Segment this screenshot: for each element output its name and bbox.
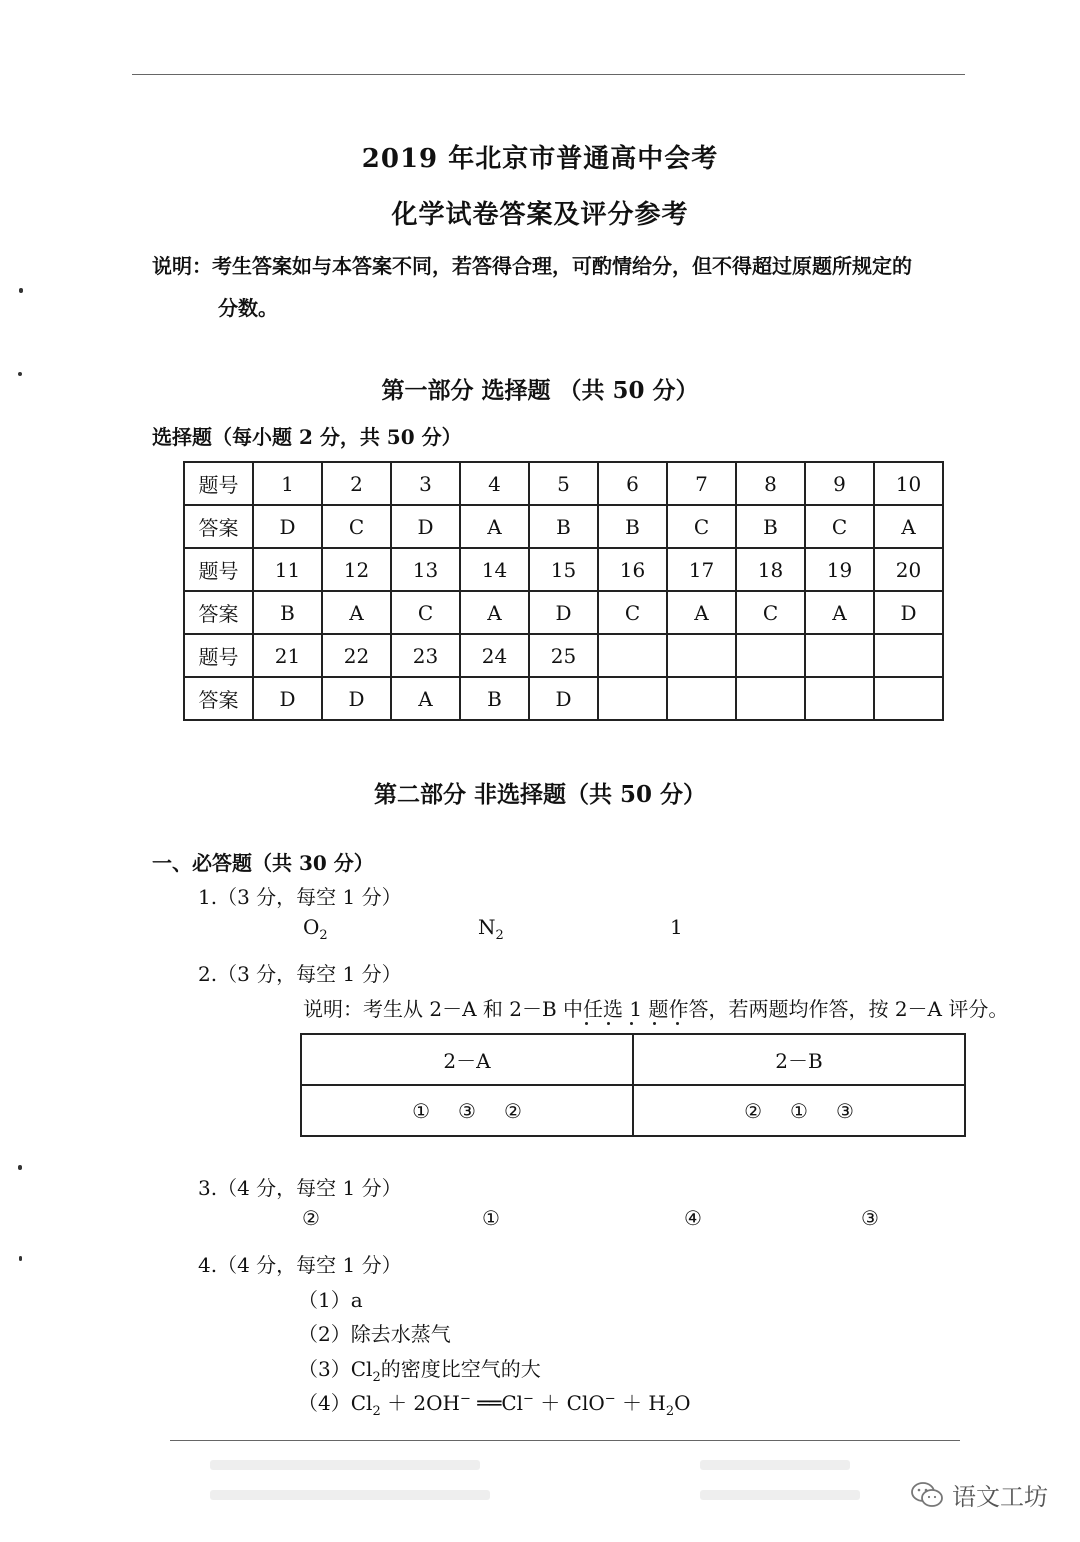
question-number-cell: 6 [598,462,667,505]
answer-table [183,461,944,721]
question-number-cell [874,634,943,677]
question-number-cell: 10 [874,462,943,505]
answer-cell [598,677,667,720]
question-number-cell: 23 [391,634,460,677]
answer-cell: D [529,591,598,634]
question-number-cell: 15 [529,548,598,591]
q3-answer-1: ② [302,1206,320,1230]
answer-cell: C [805,505,874,548]
question-number-cell: 14 [460,548,529,591]
scan-dot [19,288,23,293]
question-number-cell: 18 [736,548,805,591]
q4-answer-4: $(4)Cl_2 + 2OH^-$ ══Cl− ＋ $ClO^- + H_2O$ [298,1391,691,1419]
q2-col-a-header: 2－A [301,1034,633,1085]
answer-cell: A [322,591,391,634]
answer-cell: C [667,505,736,548]
answer-cell: C [598,591,667,634]
question-number-row [184,634,943,677]
answer-cell [736,677,805,720]
q1-answer-3: 1 [670,915,683,939]
answer-cell: B [598,505,667,548]
top-rule [132,74,965,75]
answer-cell: B [529,505,598,548]
question-number-cell [598,634,667,677]
question-number-cell: 24 [460,634,529,677]
q2-label: 2.（3 分，每空 1 分） [198,962,402,986]
q2-answer-table [300,1033,966,1137]
question-number-cell: 8 [736,462,805,505]
q1-answer-1: $O_2$ [303,915,328,943]
watermark [910,1477,1048,1512]
row-label-question: 题号 [184,462,253,505]
answer-cell [874,677,943,720]
answer-cell: D [253,505,322,548]
answer-row [184,591,943,634]
bleed-through [700,1460,850,1470]
answer-cell: D [322,677,391,720]
question-number-cell: 2 [322,462,391,505]
answer-cell: D [391,505,460,548]
q1-label: 1.（3 分，每空 1 分） [198,885,402,909]
emphasis-dot [607,1022,610,1025]
answer-cell: C [391,591,460,634]
question-number-cell: 21 [253,634,322,677]
q3-label: 3.（4 分，每空 1 分） [198,1176,402,1200]
q3-answer-4: ③ [861,1206,879,1230]
question-number-cell: 22 [322,634,391,677]
row-label-answer: 答案 [184,505,253,548]
emphasis-dot [630,1022,633,1025]
emphasis-dot [676,1022,679,1025]
question-number-cell: 7 [667,462,736,505]
watermark-text: 语文工坊 [952,1483,1048,1511]
bleed-through [210,1460,480,1470]
answer-row [184,677,943,720]
question-number-cell: 17 [667,548,736,591]
answer-cell: A [805,591,874,634]
q3-answer-3: ④ [684,1206,702,1230]
q4-answer-3: $(3)Cl_2$的密度比空气的大 [298,1357,541,1385]
bleed-through [210,1490,490,1500]
answer-cell: B [736,505,805,548]
emphasis-dot [653,1022,656,1025]
answer-cell: D [253,677,322,720]
part1-subheading: 选择题（每小题 2 分，共 50 分） [152,425,462,449]
question-number-row [184,548,943,591]
question-number-cell: 11 [253,548,322,591]
q2-col-b-answers: ② ① ③ [633,1085,965,1136]
question-number-cell: 12 [322,548,391,591]
question-number-cell: 3 [391,462,460,505]
answer-cell: D [874,591,943,634]
answer-cell: A [391,677,460,720]
answer-cell: A [667,591,736,634]
page-title: 2019 年北京市普通高中会考 [361,144,719,174]
answer-row [184,505,943,548]
answer-cell: D [529,677,598,720]
question-number-cell: 25 [529,634,598,677]
row-label-answer: 答案 [184,677,253,720]
question-number-cell: 5 [529,462,598,505]
question-number-cell: 16 [598,548,667,591]
question-number-cell: 20 [874,548,943,591]
answer-cell: B [460,677,529,720]
answer-cell: C [736,591,805,634]
scan-dot [19,1256,22,1261]
question-number-cell: 13 [391,548,460,591]
q4-label: 4.（4 分，每空 1 分） [198,1253,402,1277]
q2-col-a-answers: ① ③ ② [301,1085,633,1136]
instruction-line-1: 说明：考生答案如与本答案不同，若答得合理，可酌情给分，但不得超过原题所规定的 [152,254,912,278]
answer-cell [805,677,874,720]
q1-answer-2: $N_2$ [478,915,504,943]
answer-cell: B [253,591,322,634]
answer-cell: A [874,505,943,548]
part1-heading: 第一部分 选择题 （共 50 分） [381,377,699,404]
answer-cell: A [460,505,529,548]
answer-cell: A [460,591,529,634]
q4-answer-1: （1）a [298,1288,363,1312]
question-number-row [184,462,943,505]
row-label-question: 题号 [184,634,253,677]
question-number-cell: 4 [460,462,529,505]
emphasis-dot [585,1022,588,1025]
wechat-icon [910,1481,944,1509]
q2-col-b-header: 2－B [633,1034,965,1085]
bleed-through [700,1490,860,1500]
answer-cell [667,677,736,720]
part2-heading: 第二部分 非选择题（共 50 分） [373,781,707,808]
q3-answer-2: ① [482,1206,500,1230]
answer-cell: C [322,505,391,548]
question-number-cell [667,634,736,677]
question-number-cell: 19 [805,548,874,591]
q2-note: 说明：考生从 2－A 和 2－B 中任选 1 题作答，若两题均作答，按 2－A 评分。 [303,997,1009,1021]
question-number-cell: 9 [805,462,874,505]
section1-heading: 一、必答题（共 30 分） [152,851,374,875]
row-label-question: 题号 [184,548,253,591]
question-number-cell [805,634,874,677]
question-number-cell [736,634,805,677]
instruction-line-2: 分数。 [218,296,278,320]
question-number-cell: 1 [253,462,322,505]
row-label-answer: 答案 [184,591,253,634]
q4-answer-2: （2）除去水蒸气 [298,1322,451,1346]
bottom-rule [170,1440,960,1441]
scan-dot [18,1165,22,1170]
page-subtitle: 化学试卷答案及评分参考 [391,200,689,230]
